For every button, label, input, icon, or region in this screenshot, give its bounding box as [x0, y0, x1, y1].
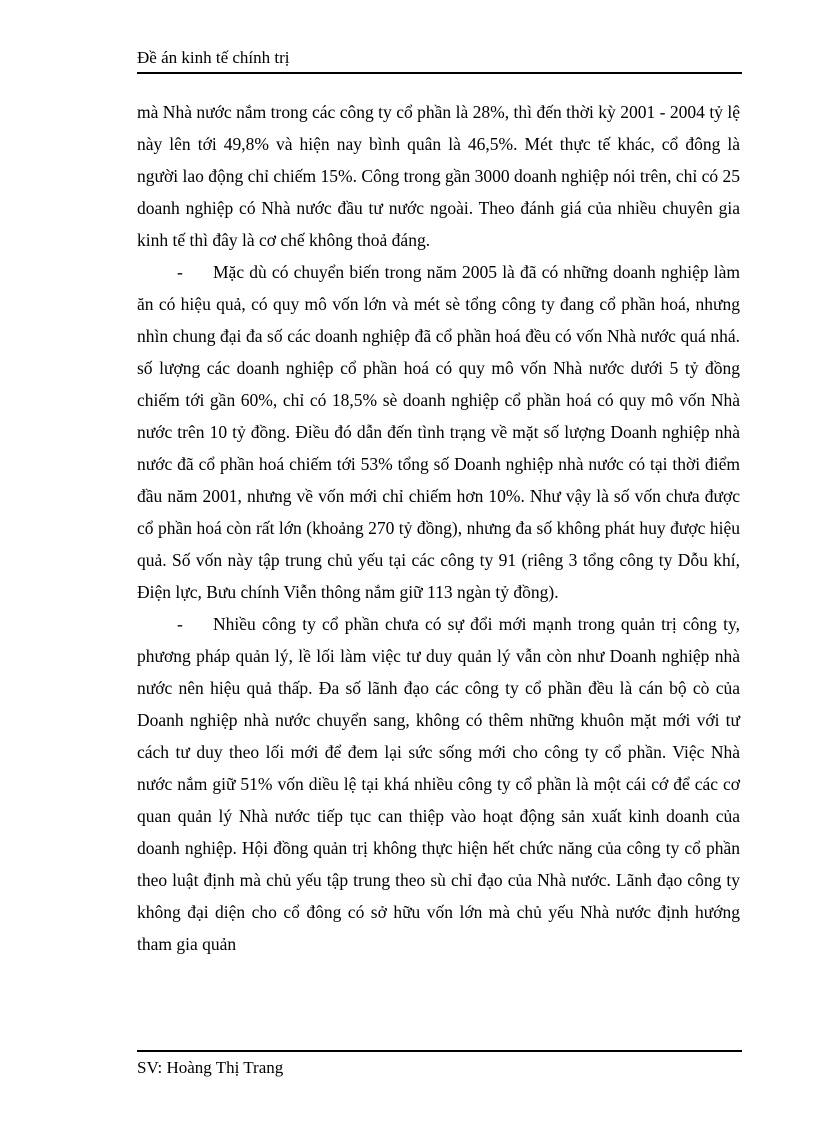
header-title: Đề án kinh tế chính trị — [137, 48, 290, 67]
bullet-paragraph — [137, 608, 740, 960]
paragraph-text: Mặc dù có chuyển biến trong năm 2005 là đã có những doanh nghiệp làm ăn có hiệu quả, có quy mô vốn lớn và mét sè tổng công ty đang cổ phần hoá, nhưng nhìn chung đại đa số các doanh nghiệp đã cổ phần hoá đều có vốn Nhà nước quá nhá. số lượng các doanh nghiệp cổ phần hoá có quy mô vốn Nhà nước dưới 5 tỷ đồng chiếm tới gần 60%, chỉ có 18,5% sè doanh nghiệp cổ phần hoá có quy mô vốn Nhà nước trên 10 tỷ đồng. Điều đó dẫn đến tình trạng về mặt số lượng Doanh nghiệp nhà nước đã cổ phần hoá chiếm tới 53% tổng số Doanh nghiệp nhà nước có tại thời điểm đầu năm 2001, nhưng về vốn mới chỉ chiếm hơn 10%. Như vậy là số vốn chưa được cổ phần hoá còn rất lớn (khoảng 270 tỷ đồng), nhưng đa số không phát huy được hiệu quả. Số vốn này tập trung chủ yếu tại các công ty 91 (riêng 3 tổng công ty Dỗu khí, Điện lực, Bưu chính Viễn thông nắm giữ 113 ngàn tỷ đồng). — [137, 262, 740, 602]
bullet-dash: - — [177, 614, 183, 634]
paragraph-text: Nhiều công ty cổ phần chưa có sự đổi mới mạnh trong quản trị công ty, phương pháp quản lý, lề lối làm việc tư duy quản lý vẫn còn như Doanh nghiệp nhà nước nên hiệu quả thấp. Đa số lãnh đạo các công ty cổ phần đều là cán bộ cò của Doanh nghiệp nhà nước chuyển sang, không có thêm những khuôn mặt mới với tư cách tư duy theo lối mới để đem lại sức sống mới cho công ty cổ phần. Việc Nhà nước nắm giữ 51% vốn diều lệ tại khá nhiều công ty cổ phần là một cái cớ để các cơ quan quản lý Nhà nước tiếp tục can thiệp vào hoạt động sản xuất kinh doanh của doanh nghiệp. Hội đồng quản trị không thực hiện hết chức năng của công ty cổ phần theo luật định mà chủ yếu tập trung theo sù chỉ đạo của Nhà nước. Lãnh đạo công ty không đại diện cho cổ đông có sở hữu vốn lớn mà chủ yếu Nhà nước định hướng tham gia quản — [137, 614, 740, 954]
body-text — [137, 96, 740, 960]
page-header — [137, 46, 742, 74]
paragraph — [137, 96, 740, 256]
bullet-paragraph — [137, 256, 740, 608]
footer-text: SV: Hoàng Thị Trang — [137, 1058, 284, 1077]
bullet-dash: - — [177, 262, 183, 282]
page-footer — [137, 1050, 742, 1077]
paragraph-text: mà Nhà nước nắm trong các công ty cổ phần là 28%, thì đến thời kỳ 2001 - 2004 tỷ lệ này lên tới 49,8% và hiện nay bình quân là 46,5%. Mét thực tế khác, cổ đông là người lao động chỉ chiếm 15%. Công trong gần 3000 doanh nghiệp nói trên, chỉ có 25 doanh nghiệp có Nhà nước đầu tư nước ngoài. Theo đánh giá của nhiều chuyên gia kinh tế thì đây là cơ chế không thoả đáng. — [137, 102, 740, 250]
